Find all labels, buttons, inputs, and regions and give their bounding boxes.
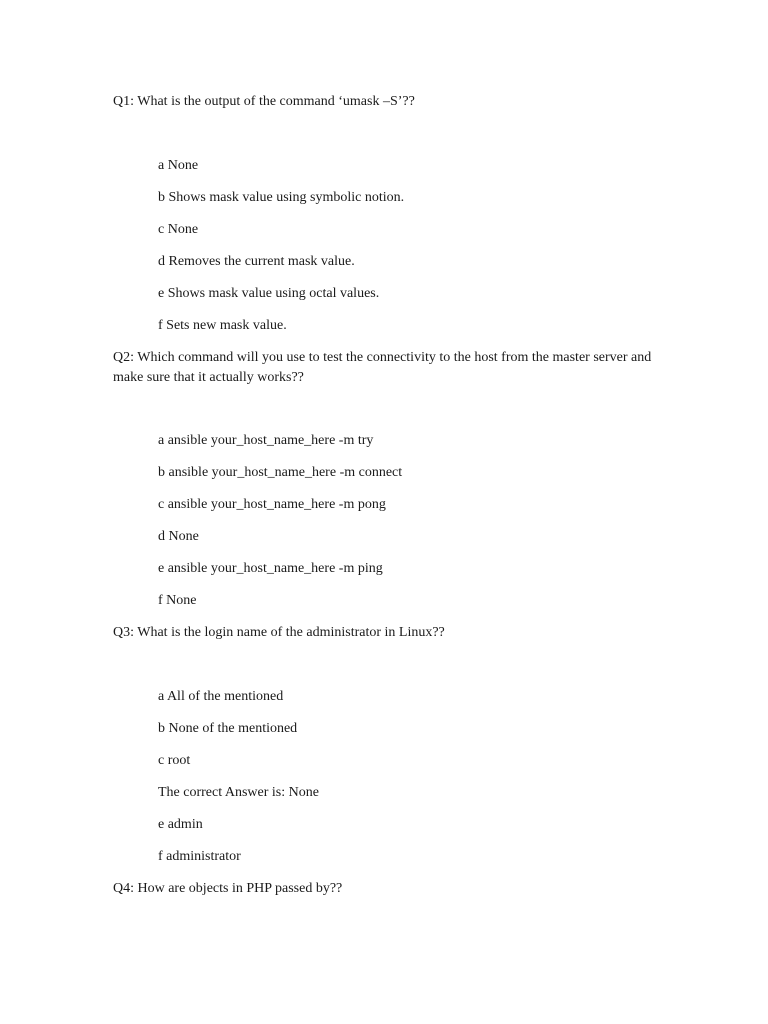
question-3: Q3: What is the login name of the administrator in Linux??	[113, 625, 445, 640]
q1-option-e: e Shows mask value using octal values.	[158, 286, 380, 301]
q1-option-a: a None	[158, 158, 199, 173]
q1-option-c: c None	[158, 222, 199, 237]
q3-option-c: c root	[158, 753, 191, 768]
q3-option-e: e admin	[158, 817, 203, 832]
q3-correct-answer: The correct Answer is: None	[158, 785, 319, 800]
q2-option-e: e ansible your_host_name_here -m ping	[158, 561, 383, 576]
q2-option-b: b ansible your_host_name_here -m connect	[158, 465, 403, 480]
q3-option-b: b None of the mentioned	[158, 721, 298, 736]
q2-option-a: a ansible your_host_name_here -m try	[158, 433, 374, 448]
q1-option-d: d Removes the current mask value.	[158, 254, 355, 269]
question-1: Q1: What is the output of the command ‘umask –S’??	[113, 94, 415, 109]
q1-option-b: b Shows mask value using symbolic notion.	[158, 190, 405, 205]
q2-option-c: c ansible your_host_name_here -m pong	[158, 497, 386, 512]
q2-option-d: d None	[158, 529, 199, 544]
question-2: Q2: Which command will you use to test the connectivity to the host from the master server and make sure that it actually works??	[113, 350, 652, 385]
q2-option-f: f None	[158, 593, 197, 608]
q3-option-a: a All of the mentioned	[158, 689, 284, 704]
question-4: Q4: How are objects in PHP passed by??	[113, 881, 343, 896]
q3-option-f: f administrator	[158, 849, 241, 864]
q1-option-f: f Sets new mask value.	[158, 318, 287, 333]
